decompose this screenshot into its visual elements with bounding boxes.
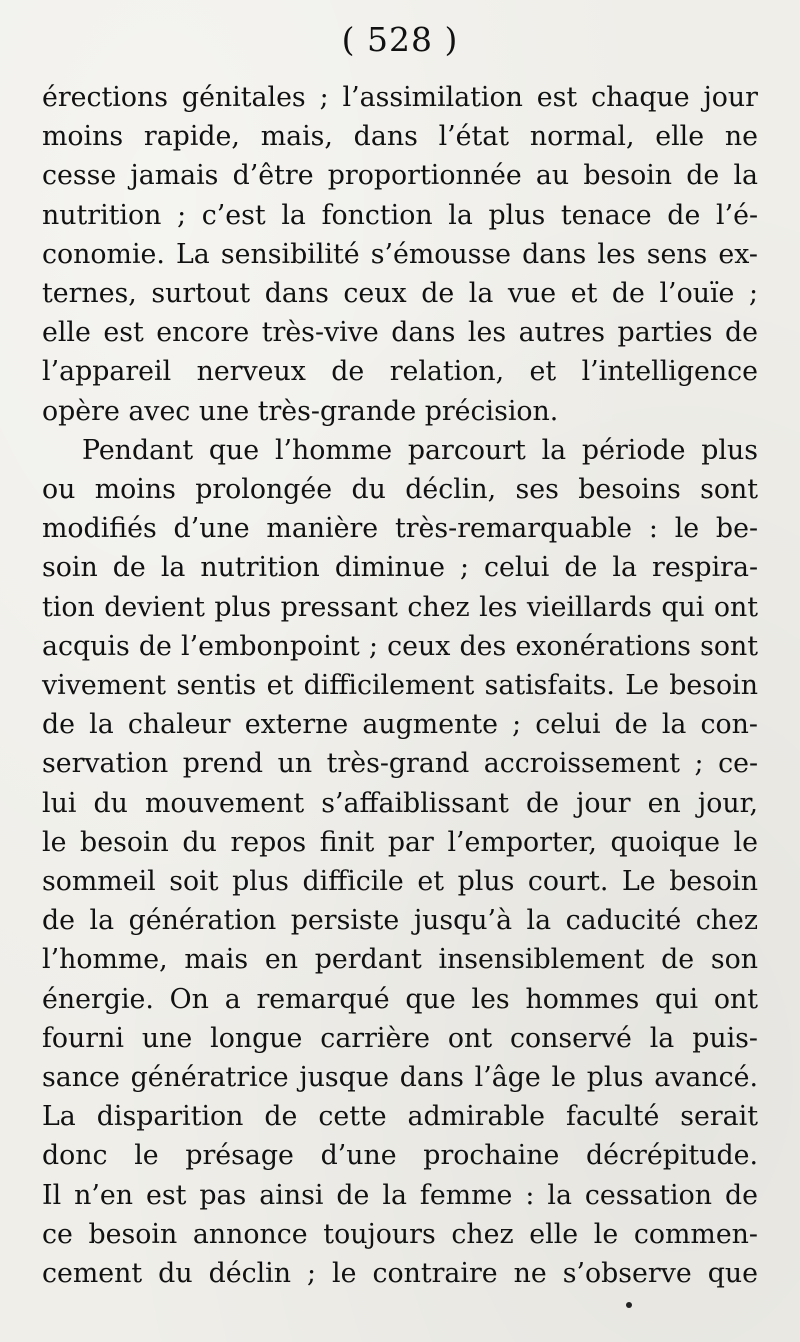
- paragraph-start-line: Pendant que l’homme parcourt la période plus: [82, 434, 758, 466]
- ink-speck: [626, 1302, 632, 1308]
- text-line: le besoin du repos finit par l’emporter, quoique le: [42, 826, 758, 858]
- text-line: conomie. La sensibilité s’émousse dans les sens ex-: [42, 238, 758, 270]
- text-line: nutrition ; c’est la fonction la plus tenace de l’é-: [42, 199, 758, 231]
- text-line: de la génération persiste jusqu’à la caducité chez: [42, 905, 758, 937]
- text-line: sommeil soit plus difficile et plus court. Le besoin: [42, 866, 758, 898]
- text-line: énergie. On a remarqué que les hommes qui ont: [42, 983, 758, 1015]
- text-line: érections génitales ; l’assimilation est chaque jour: [42, 82, 758, 113]
- text-line: lui du mouvement s’affaiblissant de jour en jour,: [42, 787, 758, 819]
- text-line: soin de la nutrition diminue ; celui de la respira-: [42, 552, 758, 584]
- text-line: La disparition de cette admirable faculté serait: [42, 1101, 758, 1133]
- text-line: cesse jamais d’être proportionnée au besoin de la: [42, 160, 758, 192]
- text-line: ce besoin annonce toujours chez elle le commen-: [42, 1218, 758, 1250]
- text-line: modifiés d’une manière très-remarquable : le be-: [42, 513, 758, 545]
- text-line: Il n’en est pas ainsi de la femme : la cessation de: [42, 1179, 758, 1211]
- text-line: vivement sentis et difficilement satisfaits. Le besoin: [42, 670, 758, 702]
- text-line: l’appareil nerveux de relation, et l’intelligence: [42, 356, 758, 388]
- text-line: donc le présage d’une prochaine décrépitude.: [42, 1140, 758, 1172]
- text-line: ternes, surtout dans ceux de la vue et de l’ouïe ;: [42, 278, 758, 310]
- text-line: sance génératrice jusque dans l’âge le plus avancé.: [42, 1062, 758, 1094]
- text-line: cement du déclin ; le contraire ne s’observe que: [42, 1258, 758, 1290]
- text-line: servation prend un très-grand accroissement ; ce-: [42, 748, 758, 780]
- text-line: ou moins prolongée du déclin, ses besoins sont: [42, 474, 758, 506]
- text-line: tion devient plus pressant chez les vieillards qui ont: [42, 591, 758, 623]
- body-text: [42, 78, 758, 1293]
- text-line: opère avec une très-grande précision.: [42, 395, 559, 427]
- text-line: moins rapide, mais, dans l’état normal, elle ne: [42, 121, 758, 153]
- text-line: acquis de l’embonpoint ; ceux des exonérations sont: [42, 630, 758, 662]
- text-line: fourni une longue carrière ont conservé la puis-: [42, 1022, 758, 1054]
- page-number: ( 528 ): [341, 20, 459, 59]
- text-line: l’homme, mais en perdant insensiblement de son: [42, 944, 758, 976]
- text-line: elle est encore très-vive dans les autres parties de: [42, 317, 758, 349]
- text-line: de la chaleur externe augmente ; celui de la con-: [42, 709, 758, 741]
